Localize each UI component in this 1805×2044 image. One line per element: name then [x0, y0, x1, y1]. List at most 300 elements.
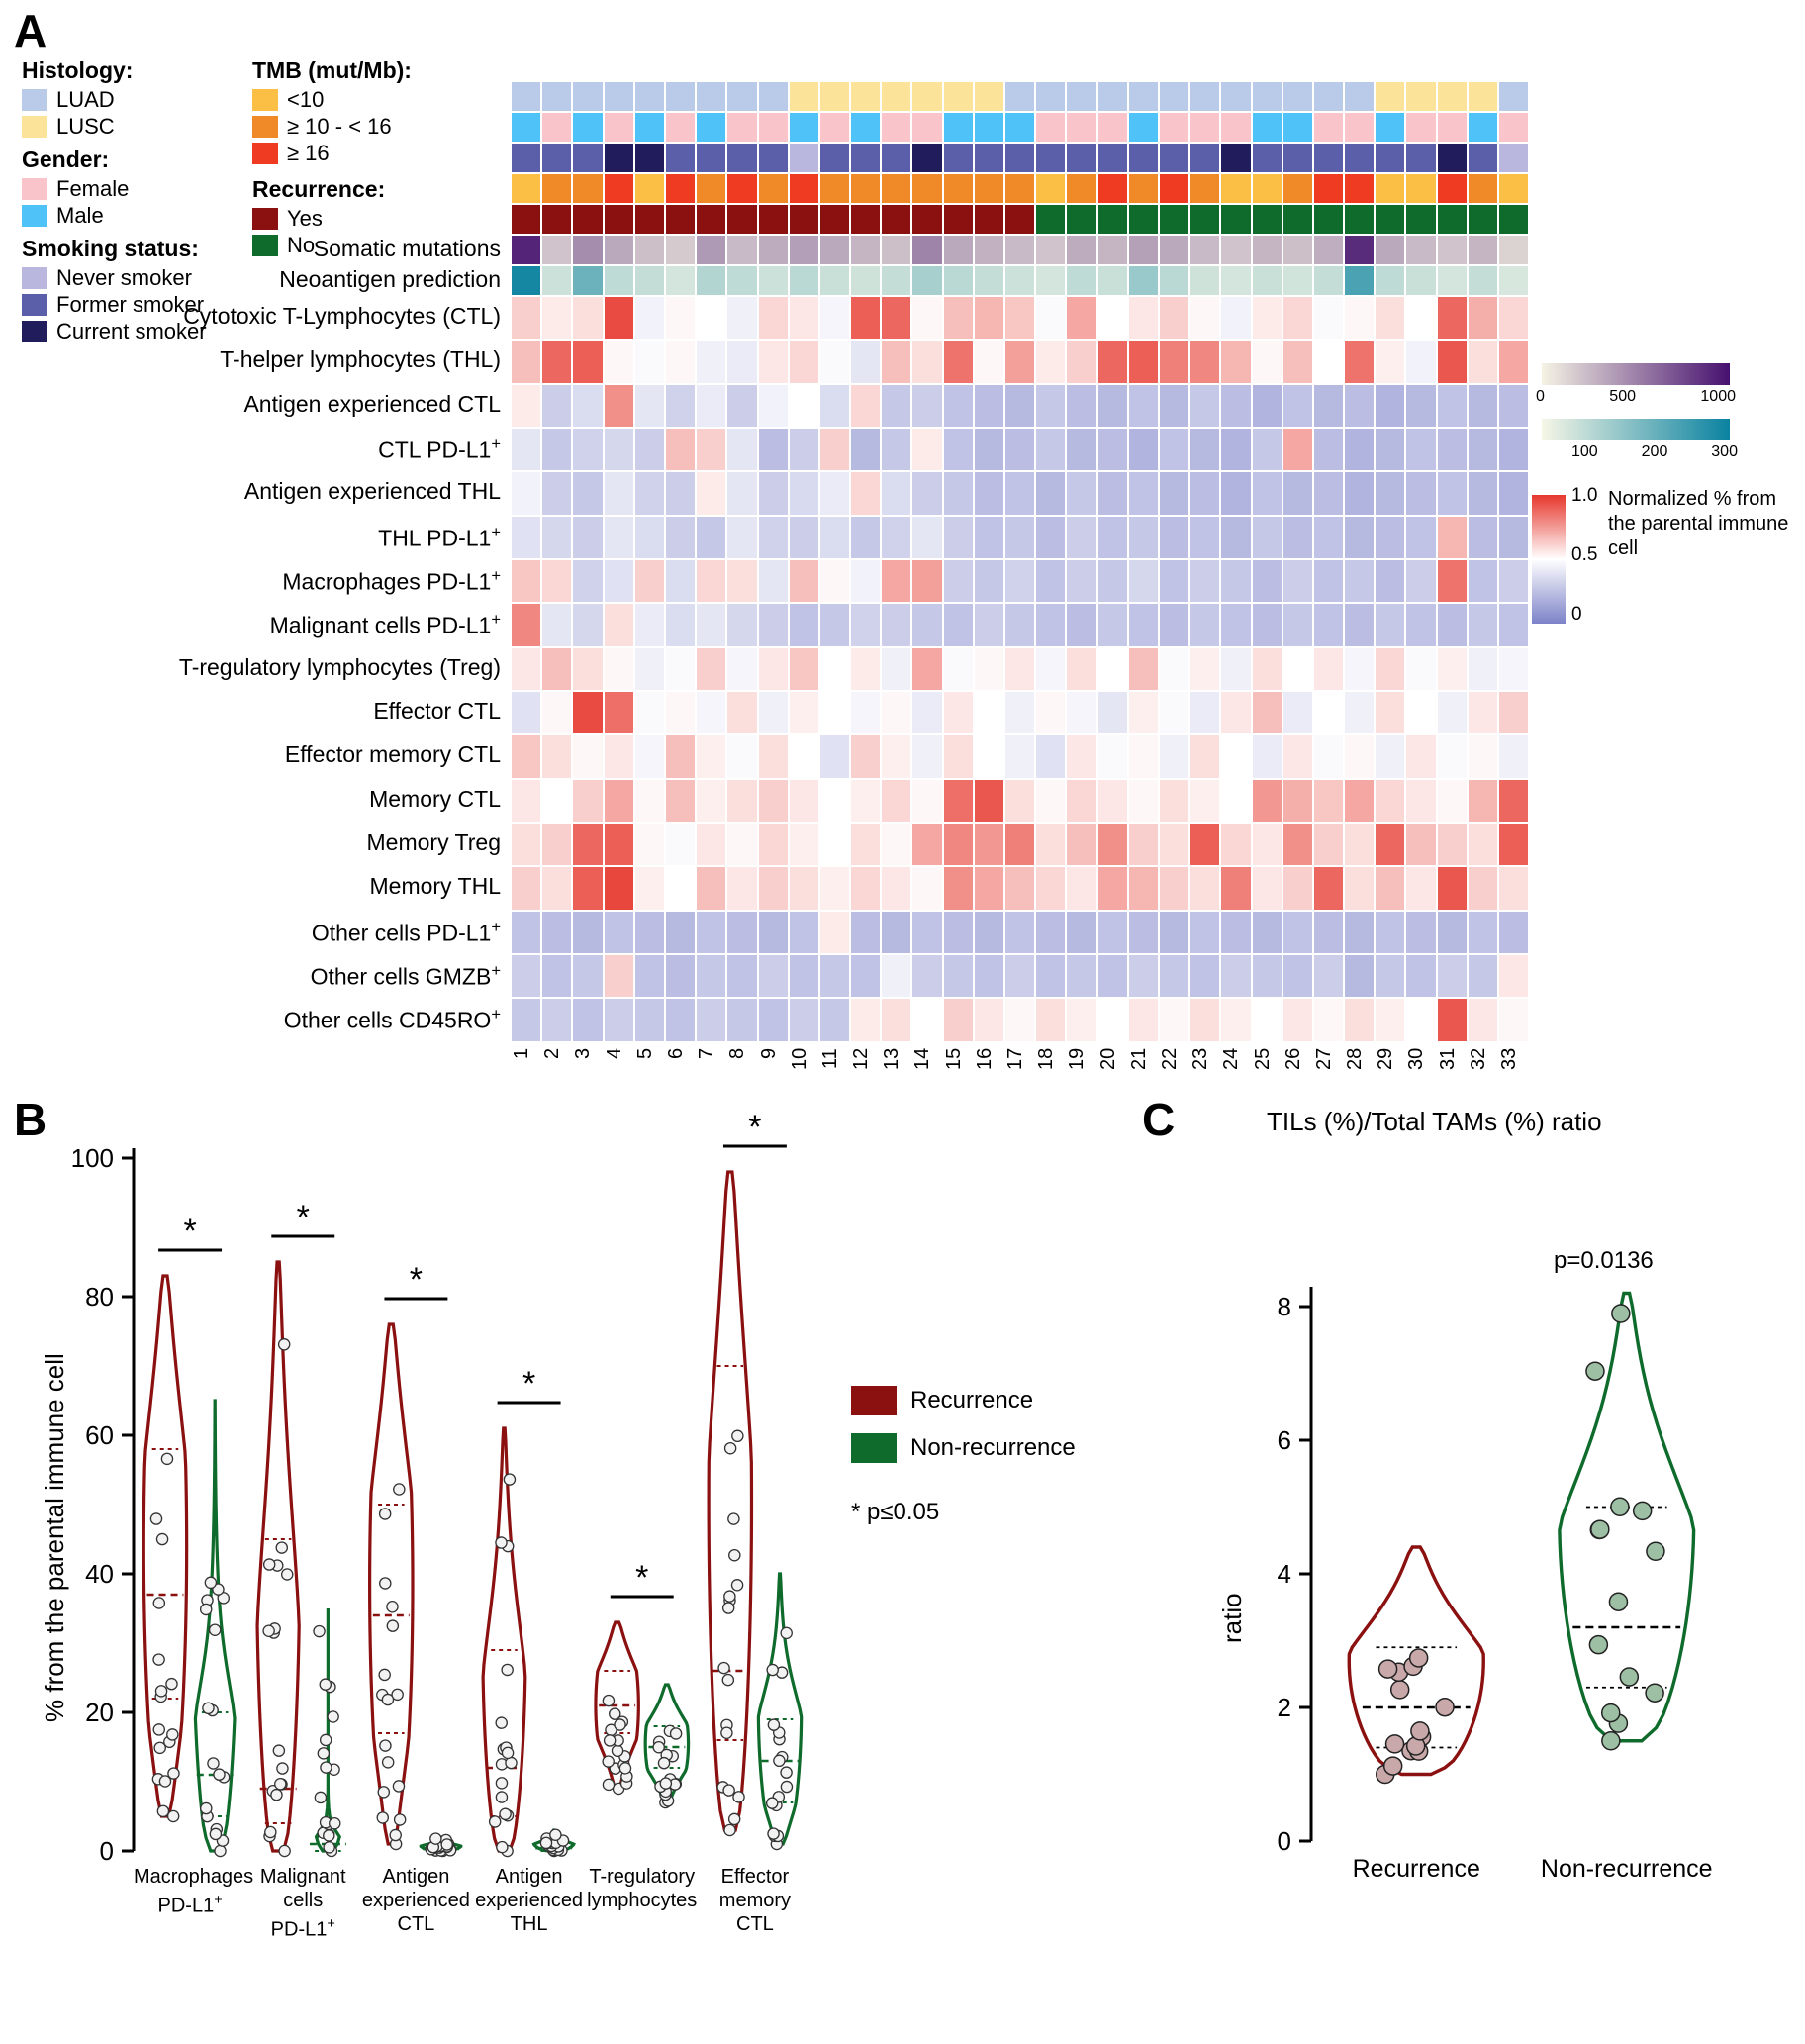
heatmap-cell	[696, 734, 726, 778]
heatmap-cell	[1159, 779, 1189, 823]
heatmap-cell	[634, 954, 665, 998]
heatmap-cell	[1035, 265, 1066, 296]
heatmap-cell	[541, 911, 572, 954]
panel-c-y-tick: 2	[1277, 1693, 1291, 1722]
heatmap-cell	[696, 112, 726, 143]
significance-star: *	[409, 1261, 424, 1299]
heatmap-cell	[819, 603, 850, 646]
data-point	[201, 1802, 212, 1813]
heatmap-cell	[634, 823, 665, 866]
heatmap-cell	[572, 998, 603, 1041]
legend-swatch-lusc	[22, 116, 48, 138]
data-point	[276, 1542, 287, 1553]
heatmap-cell	[1468, 516, 1498, 559]
significance-star: *	[522, 1365, 536, 1403]
data-point	[496, 1717, 507, 1728]
heatmap-cell	[1220, 954, 1251, 998]
heatmap-cell	[1313, 340, 1344, 383]
heatmap-cell	[1097, 823, 1128, 866]
heatmap-column-label: 25	[1251, 1047, 1274, 1070]
heatmap-row-label: Malignant cells PD-L1+	[269, 610, 501, 639]
heatmap-cell	[1437, 428, 1468, 471]
heatmap-cell	[911, 603, 942, 646]
heatmap-cell	[1097, 779, 1128, 823]
heatmap-row-label: Other cells CD45RO+	[283, 1005, 501, 1034]
heatmap-cell	[665, 296, 696, 340]
heatmap-cell	[1066, 471, 1096, 515]
heatmap-cell	[1437, 691, 1468, 734]
data-point	[1591, 1520, 1609, 1538]
heatmap-cell	[943, 112, 974, 143]
heatmap-cell	[881, 998, 911, 1041]
heatmap-cell	[726, 112, 757, 143]
heatmap-cell	[1252, 911, 1282, 954]
heatmap-cell	[1035, 954, 1066, 998]
heatmap-cell	[974, 384, 1004, 428]
annotation-row-gender	[511, 112, 1529, 143]
heatmap-cell	[1252, 204, 1282, 235]
heatmap-cell	[881, 559, 911, 603]
data-point	[767, 1798, 778, 1808]
somatic-scale-ticks	[1536, 388, 1736, 406]
violin-shape	[317, 1608, 340, 1851]
heatmap-cell	[1498, 559, 1529, 603]
data-point	[321, 1762, 332, 1773]
data-point	[1647, 1542, 1664, 1560]
data-point	[1436, 1699, 1454, 1716]
main-scale-tick: 0.5	[1571, 544, 1598, 565]
heatmap-cell	[1066, 265, 1096, 296]
heatmap-cell	[1405, 911, 1436, 954]
heatmap-cell	[1498, 296, 1529, 340]
heatmap-cell	[758, 340, 789, 383]
significance-star: *	[635, 1559, 649, 1597]
data-point	[279, 1845, 290, 1856]
heatmap-cell	[1220, 81, 1251, 112]
violin-shape	[143, 1276, 186, 1816]
heatmap-cell	[1189, 296, 1220, 340]
legend-item	[252, 140, 412, 166]
heatmap-cell	[1159, 143, 1189, 173]
heatmap-cell	[943, 647, 974, 691]
heatmap-cell	[726, 143, 757, 173]
heatmap-column-label: 2	[541, 1047, 564, 1059]
heatmap-cell	[1498, 647, 1529, 691]
heatmap-cell	[789, 823, 819, 866]
heatmap-cell	[1437, 998, 1468, 1041]
heatmap-column-label: 21	[1127, 1047, 1150, 1070]
heatmap-cell	[1097, 173, 1128, 204]
panel-c-plot	[1138, 1089, 1805, 2039]
heatmap-cell	[1035, 603, 1066, 646]
heatmap-cell	[541, 866, 572, 910]
heatmap-cell	[1189, 866, 1220, 910]
heatmap-row-label: Memory THL	[369, 873, 501, 900]
heatmap-cell	[634, 911, 665, 954]
legend-item	[22, 113, 133, 140]
data-point	[721, 1727, 732, 1738]
heatmap-cell	[604, 954, 634, 998]
heatmap-cell	[1159, 471, 1189, 515]
heatmap-cell	[819, 235, 850, 265]
heatmap-cell	[1004, 112, 1035, 143]
heatmap-cell	[943, 823, 974, 866]
data-point	[380, 1740, 391, 1751]
heatmap-cell	[758, 954, 789, 998]
heatmap-cell	[881, 428, 911, 471]
heatmap-cell	[943, 173, 974, 204]
heatmap-cell	[696, 998, 726, 1041]
heatmap-cell	[572, 823, 603, 866]
heatmap-cell	[1344, 143, 1375, 173]
heatmap-cell	[1282, 204, 1313, 235]
heatmap-cell	[1498, 204, 1529, 235]
heatmap-cell	[1252, 603, 1282, 646]
legend-gender	[22, 146, 129, 229]
heatmap-cell	[881, 911, 911, 954]
heatmap-cell	[1468, 866, 1498, 910]
heatmap-cell	[911, 384, 942, 428]
panel-c-letter: C	[1142, 1094, 1176, 1145]
heatmap-cell	[1375, 823, 1405, 866]
heatmap-cell	[572, 954, 603, 998]
heatmap-cell	[1220, 779, 1251, 823]
heatmap-cell	[911, 173, 942, 204]
heatmap-cell	[572, 143, 603, 173]
heatmap-cell	[1035, 81, 1066, 112]
heatmap-cell	[1375, 173, 1405, 204]
data-point	[393, 1781, 404, 1792]
heatmap-cell	[850, 471, 881, 515]
heatmap-cell	[881, 516, 911, 559]
heatmap-cell	[541, 559, 572, 603]
heatmap-cell	[943, 559, 974, 603]
heatmap-cell	[726, 235, 757, 265]
heatmap-cell	[911, 428, 942, 471]
data-point	[324, 1842, 334, 1853]
heatmap-cell	[1252, 823, 1282, 866]
data-point	[781, 1627, 792, 1638]
heatmap-cell	[1282, 173, 1313, 204]
heatmap-cell	[665, 173, 696, 204]
heatmap-cell	[1128, 691, 1159, 734]
significance-note: * p≤0.05	[851, 1499, 940, 1525]
heatmap-column-label: 18	[1035, 1047, 1058, 1070]
heatmap-cell	[572, 734, 603, 778]
heatmap-cell	[1375, 516, 1405, 559]
heatmap-cell	[1189, 603, 1220, 646]
heatmap-cell	[974, 734, 1004, 778]
heatmap-cell	[1405, 603, 1436, 646]
heatmap-cell	[819, 173, 850, 204]
heatmap-cell	[1498, 428, 1529, 471]
heatmap-cell	[634, 516, 665, 559]
heatmap-cell	[511, 691, 541, 734]
heatmap-cell	[974, 112, 1004, 143]
heatmap-cell	[943, 911, 974, 954]
heatmap-row-label: Cytotoxic T-Lymphocytes (CTL)	[183, 303, 501, 330]
legend-histology	[22, 57, 133, 140]
heatmap-cell	[572, 691, 603, 734]
heatmap-cell	[819, 81, 850, 112]
heatmap-cell	[1498, 112, 1529, 143]
data-row-5	[511, 516, 1529, 559]
heatmap-cell	[1220, 143, 1251, 173]
heatmap-cell	[1159, 173, 1189, 204]
heatmap-cell	[819, 779, 850, 823]
heatmap-cell	[541, 603, 572, 646]
heatmap-cell	[634, 779, 665, 823]
heatmap-row-label: T-regulatory lymphocytes (Treg)	[178, 653, 501, 680]
data-point	[774, 1755, 785, 1766]
heatmap-column-label: 12	[850, 1047, 873, 1070]
heatmap-cell	[1035, 866, 1066, 910]
heatmap-row-label: Effector CTL	[373, 698, 501, 725]
data-point	[490, 1816, 501, 1827]
heatmap-cell	[696, 516, 726, 559]
data-point	[729, 1813, 740, 1824]
heatmap-cell	[604, 866, 634, 910]
heatmap-cell	[1313, 296, 1344, 340]
heatmap-row-label: Memory Treg	[366, 829, 501, 856]
heatmap-cell	[1498, 866, 1529, 910]
data-point	[441, 1839, 452, 1850]
heatmap-row-label: Antigen experienced THL	[243, 478, 501, 505]
data-point	[728, 1513, 739, 1524]
data-point	[496, 1778, 507, 1789]
heatmap-cell	[1004, 691, 1035, 734]
heatmap-cell	[572, 559, 603, 603]
panel-b-category-label: Effector memory CTL	[718, 1866, 792, 1935]
data-point	[271, 1790, 282, 1801]
heatmap-cell	[1375, 81, 1405, 112]
heatmap-cell	[1097, 112, 1128, 143]
heatmap-cell	[1066, 204, 1096, 235]
heatmap-cell	[1128, 647, 1159, 691]
heatmap-cell	[1375, 603, 1405, 646]
heatmap-cell	[789, 143, 819, 173]
heatmap-cell	[1468, 81, 1498, 112]
heatmap-cell	[1282, 471, 1313, 515]
heatmap-cell	[1437, 112, 1468, 143]
heatmap-cell	[819, 734, 850, 778]
heatmap-cell	[881, 340, 911, 383]
heatmap-cell	[1097, 265, 1128, 296]
heatmap-cell	[1097, 603, 1128, 646]
data-point	[1620, 1668, 1638, 1686]
heatmap-cell	[819, 954, 850, 998]
heatmap-cell	[1375, 866, 1405, 910]
heatmap-cell	[1004, 516, 1035, 559]
heatmap-cell	[911, 143, 942, 173]
data-point	[153, 1724, 164, 1735]
heatmap-cell	[511, 340, 541, 383]
heatmap-cell	[1220, 235, 1251, 265]
heatmap-cell	[1252, 340, 1282, 383]
data-point	[781, 1781, 792, 1792]
heatmap-column-label: 29	[1375, 1047, 1397, 1070]
heatmap-cell	[974, 471, 1004, 515]
heatmap-cell	[1066, 143, 1096, 173]
heatmap-cell	[1468, 235, 1498, 265]
heatmap-cell	[1437, 340, 1468, 383]
heatmap-cell	[789, 204, 819, 235]
heatmap-cell	[943, 143, 974, 173]
heatmap-cell	[1220, 384, 1251, 428]
heatmap-cell	[789, 384, 819, 428]
heatmap-cell	[819, 265, 850, 296]
heatmap-cell	[911, 265, 942, 296]
heatmap-cell	[1004, 823, 1035, 866]
data-point	[725, 1443, 736, 1454]
heatmap-cell	[634, 296, 665, 340]
heatmap-cell	[1035, 823, 1066, 866]
heatmap-cell	[1220, 603, 1251, 646]
heatmap-cell	[1313, 734, 1344, 778]
heatmap-cell	[1375, 998, 1405, 1041]
panel-b-category-label: Antigen experienced THL	[475, 1866, 584, 1935]
data-point	[395, 1814, 406, 1825]
data-point	[315, 1792, 326, 1802]
heatmap-cell	[1128, 340, 1159, 383]
data-point	[724, 1824, 735, 1835]
heatmap-cell	[1189, 471, 1220, 515]
heatmap-cell	[1282, 296, 1313, 340]
heatmap-cell	[943, 81, 974, 112]
heatmap-cell	[1282, 911, 1313, 954]
heatmap-cell	[1128, 296, 1159, 340]
heatmap-cell	[511, 143, 541, 173]
data-point	[203, 1703, 214, 1713]
heatmap-cell	[974, 911, 1004, 954]
panel-b-y-tick: 0	[99, 1836, 114, 1866]
data-point	[612, 1745, 622, 1756]
heatmap-column-label: 28	[1344, 1047, 1367, 1070]
main-scale-tick: 1.0	[1571, 485, 1598, 506]
heatmap-cell	[1498, 691, 1529, 734]
heatmap-cell	[726, 265, 757, 296]
heatmap-cell	[1498, 911, 1529, 954]
heatmap-cell	[789, 265, 819, 296]
heatmap-cell	[911, 471, 942, 515]
heatmap-cell	[850, 428, 881, 471]
heatmap-cell	[1375, 340, 1405, 383]
heatmap-cell	[819, 296, 850, 340]
heatmap-cell	[974, 954, 1004, 998]
heatmap-cell	[1035, 235, 1066, 265]
heatmap-cell	[665, 204, 696, 235]
legend-swatch-female	[22, 178, 48, 200]
heatmap-cell	[1498, 81, 1529, 112]
heatmap-column-label: 23	[1189, 1047, 1212, 1070]
heatmap-cell	[1066, 428, 1096, 471]
legend-swatch-tmb-mid	[252, 116, 278, 138]
heatmap-cell	[572, 471, 603, 515]
heatmap-cell	[634, 143, 665, 173]
data-point	[497, 1842, 508, 1853]
data-row-1	[511, 340, 1529, 383]
scale-tick: 300	[1711, 443, 1738, 460]
heatmap-cell	[1437, 603, 1468, 646]
data-point	[377, 1812, 388, 1823]
heatmap-cell	[572, 173, 603, 204]
heatmap-cell	[511, 998, 541, 1041]
heatmap-cell	[819, 998, 850, 1041]
somatic-color-scale	[1542, 363, 1730, 390]
heatmap-cell	[1189, 173, 1220, 204]
data-point	[153, 1654, 164, 1665]
heatmap-cell	[1066, 516, 1096, 559]
heatmap-cell	[1159, 384, 1189, 428]
heatmap-cell	[1313, 823, 1344, 866]
heatmap-cell	[943, 296, 974, 340]
heatmap-cell	[758, 384, 789, 428]
legend-item-recurrence	[851, 1386, 1076, 1415]
scale-tick: 1000	[1700, 388, 1736, 405]
heatmap-cell	[665, 603, 696, 646]
panel-c-y-tick: 6	[1277, 1425, 1291, 1455]
significance-star: *	[748, 1109, 762, 1146]
heatmap-cell	[726, 471, 757, 515]
heatmap-cell	[726, 998, 757, 1041]
heatmap-cell	[696, 779, 726, 823]
heatmap-cell	[1344, 866, 1375, 910]
heatmap-cell	[1498, 823, 1529, 866]
heatmap-cell	[1159, 265, 1189, 296]
legend-swatch-tmb-high	[252, 143, 278, 164]
heatmap-cell	[726, 384, 757, 428]
heatmap-cell	[819, 911, 850, 954]
heatmap-cell	[634, 998, 665, 1041]
heatmap-cell	[1375, 471, 1405, 515]
legend-gender-title: Gender:	[22, 146, 110, 172]
heatmap-cell	[604, 516, 634, 559]
heatmap-cell	[943, 340, 974, 383]
heatmap-cell	[758, 173, 789, 204]
legend-swatch-male	[22, 205, 48, 227]
heatmap-cell	[850, 235, 881, 265]
heatmap-cell	[911, 235, 942, 265]
legend-swatch-non-recurrence	[851, 1433, 897, 1463]
data-point	[1386, 1735, 1404, 1753]
heatmap-cell	[1252, 235, 1282, 265]
heatmap-cell	[1498, 998, 1529, 1041]
legend-smoking-title: Smoking status:	[22, 236, 199, 261]
heatmap-cell	[511, 516, 541, 559]
heatmap-cell	[1066, 559, 1096, 603]
heatmap-cell	[634, 112, 665, 143]
heatmap-cell	[758, 428, 789, 471]
legend-label-male: Male	[56, 202, 104, 228]
heatmap-cell	[726, 647, 757, 691]
heatmap-cell	[511, 559, 541, 603]
heatmap-cell	[789, 428, 819, 471]
heatmap-column-label: 1	[511, 1047, 532, 1059]
heatmap-cell	[1035, 204, 1066, 235]
heatmap-cell	[758, 691, 789, 734]
heatmap-cell	[1313, 779, 1344, 823]
data-point	[603, 1695, 614, 1705]
heatmap-cell	[665, 340, 696, 383]
heatmap-cell	[911, 204, 942, 235]
data-point	[768, 1828, 779, 1839]
heatmap-cell	[1405, 471, 1436, 515]
heatmap-cell	[1220, 265, 1251, 296]
heatmap-row-label: T-helper lymphocytes (THL)	[220, 346, 501, 373]
heatmap-cell	[1252, 384, 1282, 428]
heatmap-cell	[604, 691, 634, 734]
heatmap-row-label: Memory CTL	[369, 785, 501, 812]
